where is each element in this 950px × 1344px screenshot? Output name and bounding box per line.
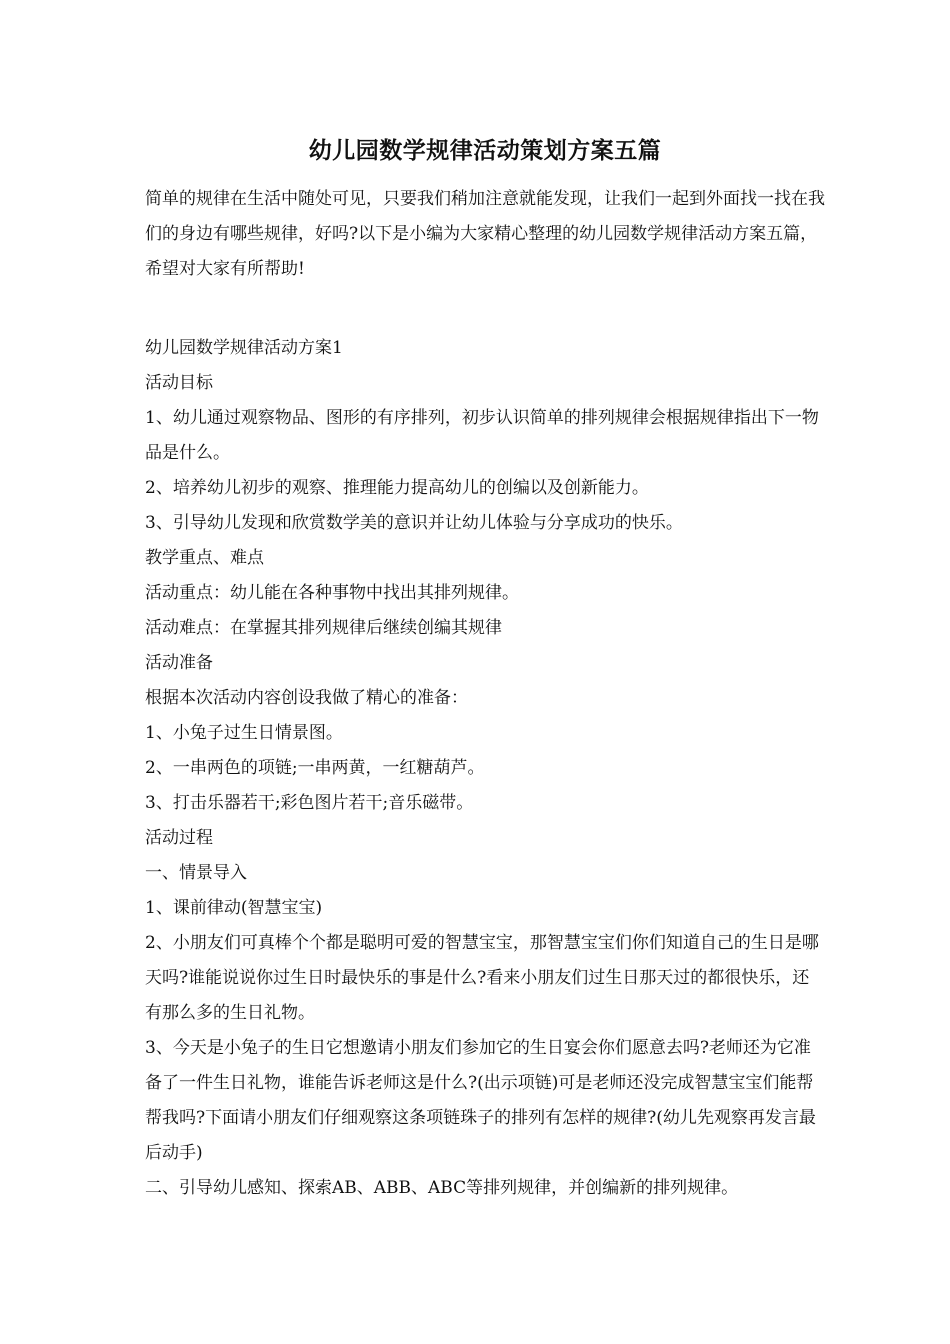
key-point-item: 活动重点：幼儿能在各种事物中找出其排列规律。 <box>145 583 519 603</box>
intro-text: 简单的规律在生活中随处可见，只要我们稍加注意就能发现，让我们一起到外面找一找在我们的身边有哪些规律，好吗?以下是小编为大家精心整理的幼儿园数学规律活动方案五篇，希望对大家有所帮助! <box>145 189 825 279</box>
process-step-heading: 二、引导幼儿感知、探索AB、ABB、ABC等排列规律，并创编新的排列规律。 <box>145 1178 739 1198</box>
preparation-intro: 根据本次活动内容创设我做了精心的准备： <box>145 688 468 708</box>
preparation-item: 2、一串两色的项链;一串两黄，一红糖葫芦。 <box>145 758 485 778</box>
section-heading: 幼儿园数学规律活动方案1 <box>145 338 343 358</box>
goal-item: 3、引导幼儿发现和欣赏数学美的意识并让幼儿体验与分享成功的快乐。 <box>145 513 683 533</box>
subheading-goals: 活动目标 <box>145 373 213 393</box>
subheading-process: 活动过程 <box>145 828 213 848</box>
process-item: 1、课前律动(智慧宝宝) <box>145 898 323 918</box>
process-step-heading: 一、情景导入 <box>145 863 247 883</box>
subheading-key-points: 教学重点、难点 <box>145 548 264 568</box>
document-title: 幼儿园数学规律活动策划方案五篇 <box>308 137 662 164</box>
goal-item: 1、幼儿通过观察物品、图形的有序排列，初步认识简单的排列规律会根据规律指出下一物品是什么。 <box>145 408 819 463</box>
intro-paragraph <box>145 182 825 287</box>
document-body <box>145 331 825 1206</box>
preparation-item: 3、打击乐器若干;彩色图片若干;音乐磁带。 <box>145 793 474 813</box>
subheading-preparation: 活动准备 <box>145 653 213 673</box>
goal-item: 2、培养幼儿初步的观察、推理能力提高幼儿的创编以及创新能力。 <box>145 478 649 498</box>
process-item: 3、今天是小兔子的生日它想邀请小朋友们参加它的生日宴会你们愿意去吗?老师还为它准备了一件生日礼物，谁能告诉老师这是什么?(出示项链)可是老师还没完成智慧宝宝们能帮帮我吗?下面请小朋友们仔细观察这条项链珠子的排列有怎样的规律?(幼儿先观察再发言最后动手) <box>145 1038 816 1163</box>
difficulty-item: 活动难点：在掌握其排列规律后继续创编其规律 <box>145 618 502 638</box>
document-page <box>145 132 825 1206</box>
process-item: 2、小朋友们可真棒个个都是聪明可爱的智慧宝宝，那智慧宝宝们你们知道自己的生日是哪天吗?谁能说说你过生日时最快乐的事是什么?看来小朋友们过生日那天过的都很快乐，还有那么多的生日礼物。 <box>145 933 819 1023</box>
preparation-item: 1、小兔子过生日情景图。 <box>145 723 343 743</box>
paragraph-gap <box>145 287 825 331</box>
